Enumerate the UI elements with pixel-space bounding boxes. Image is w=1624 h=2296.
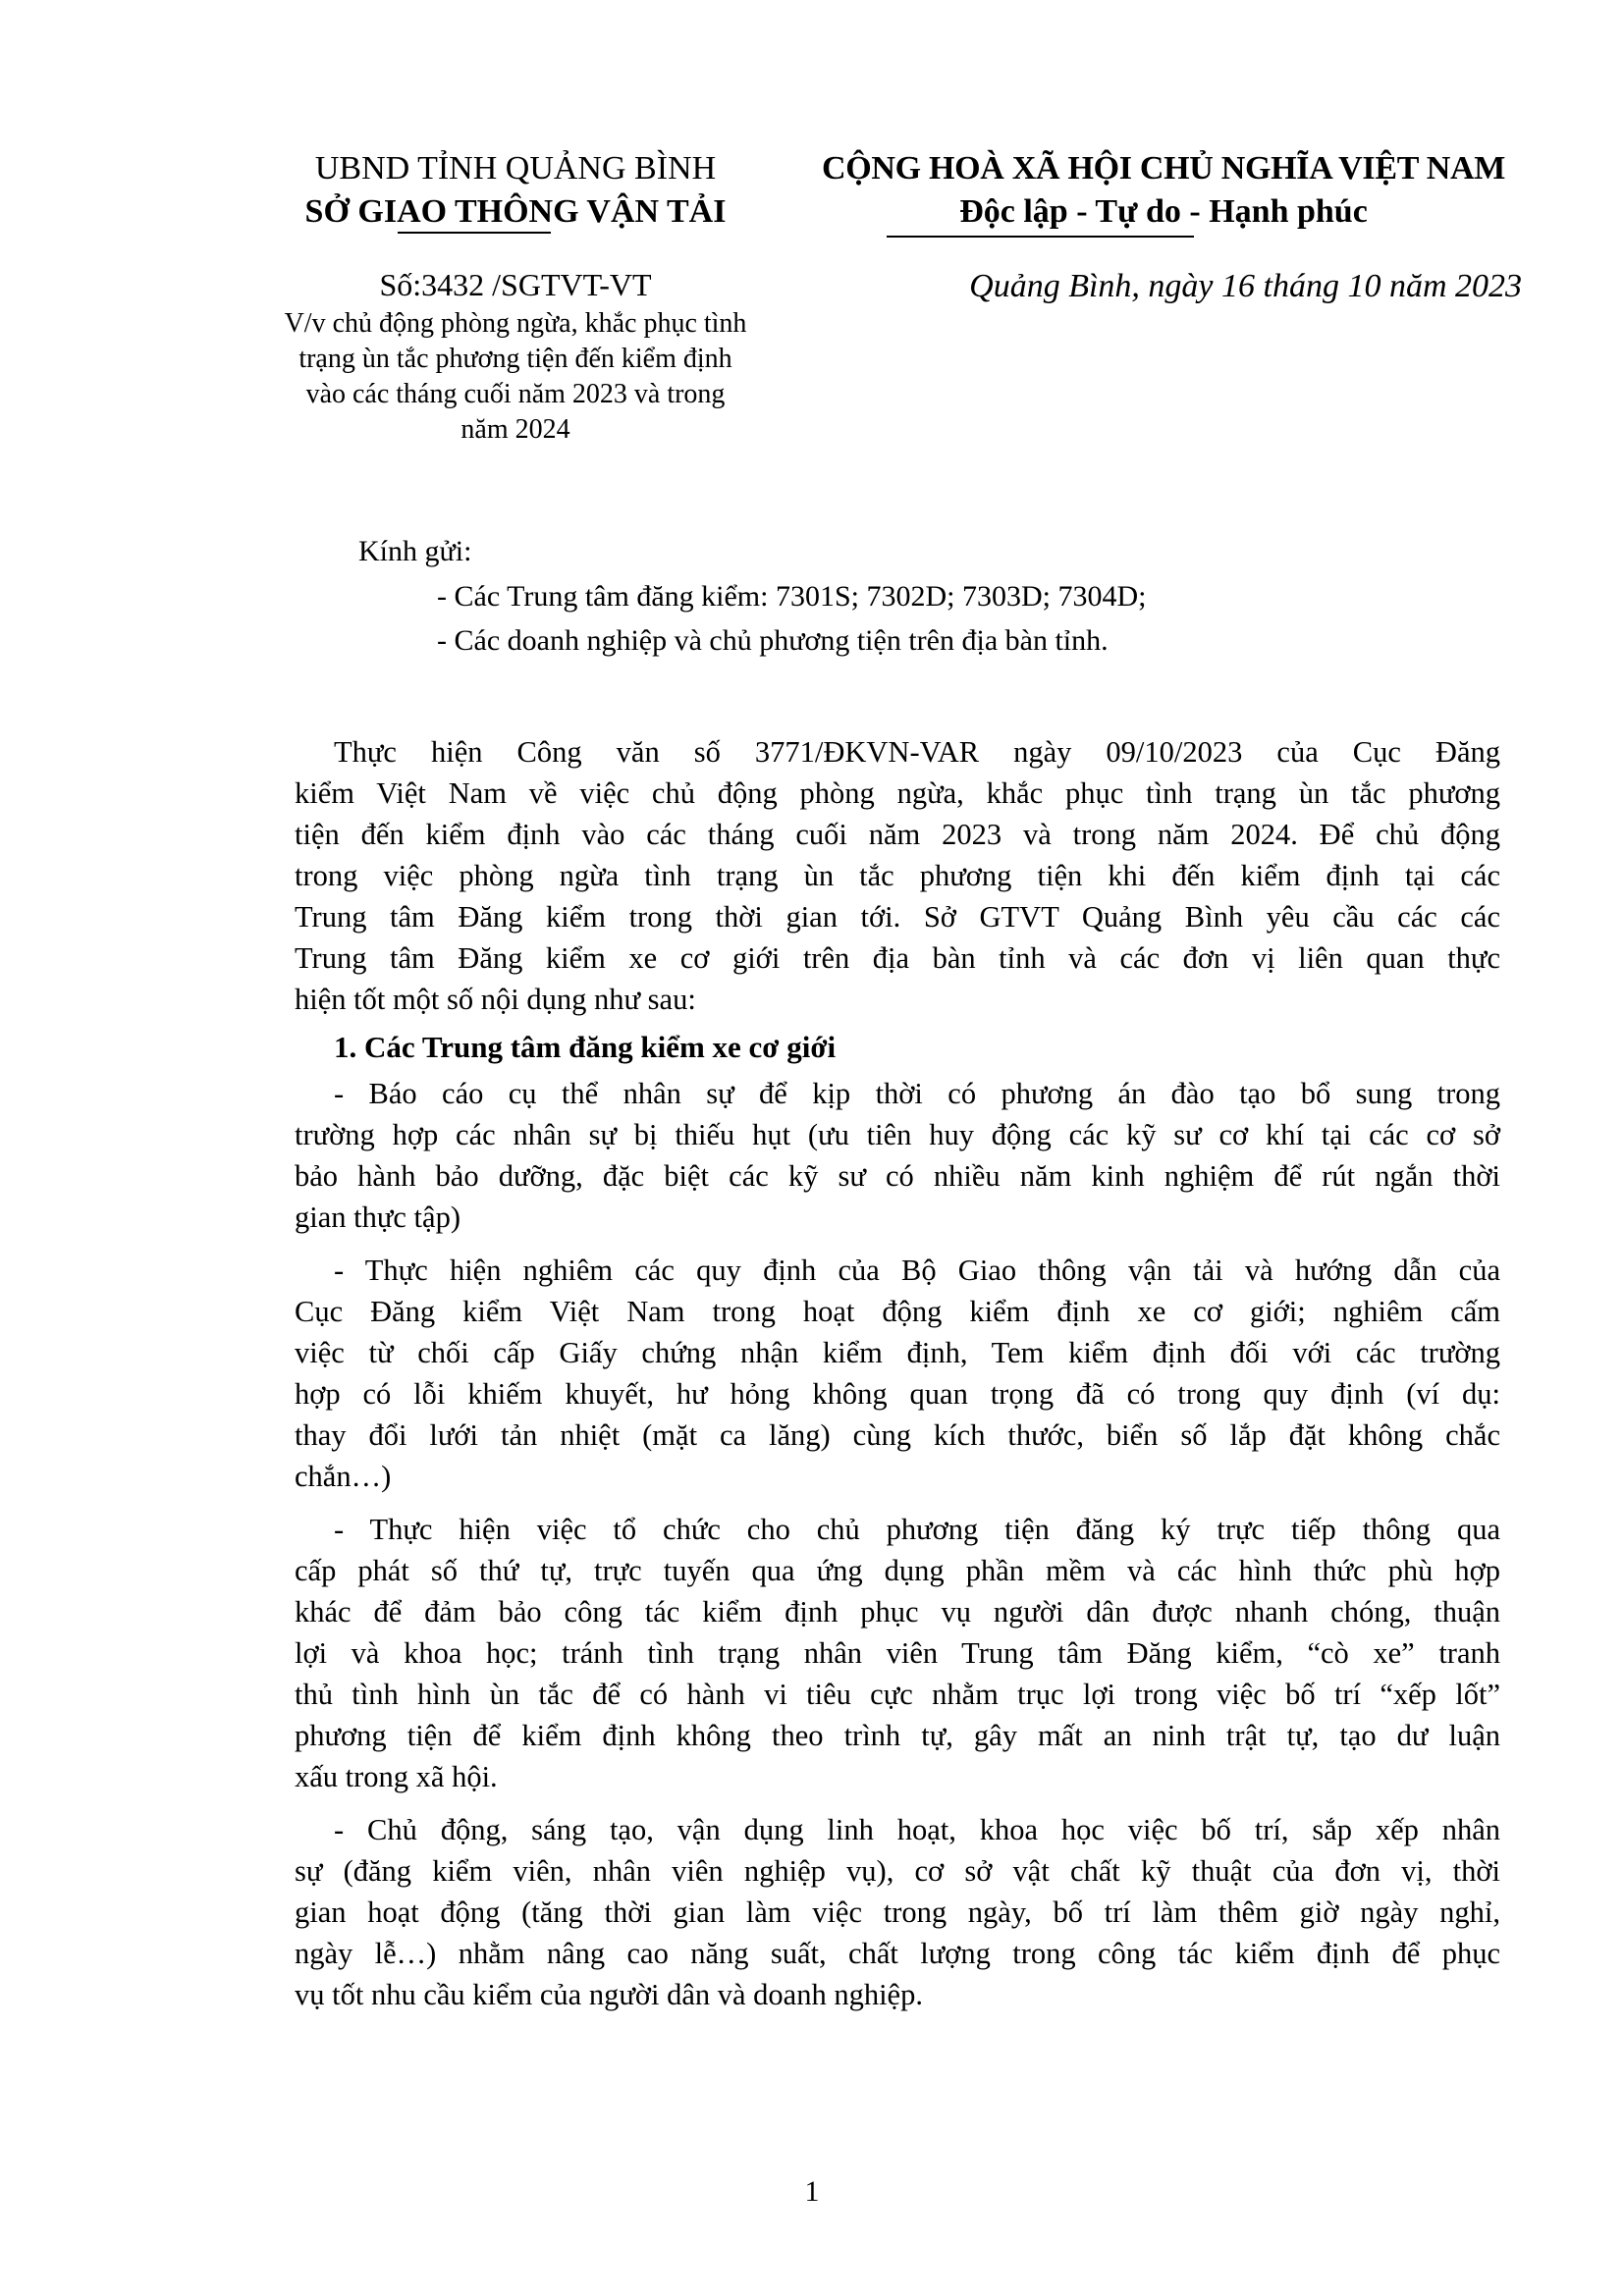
recipients-label: Kính gửi: <box>358 535 472 567</box>
text-line: chắn…) <box>295 1460 392 1493</box>
recipients-list <box>437 574 1147 663</box>
text-line: thủ tình hình ùn tắc để có hành vi tiêu cực nhằm trục lợi trong việc bố trí “xếp lốt” <box>295 1678 1500 1711</box>
text-line: tiện đến kiểm định vào các tháng cuối năm 2023 và trong năm 2024. Để chủ động <box>295 818 1500 851</box>
parent-agency: UBND TỈNH QUẢNG BÌNH <box>314 150 717 187</box>
intro-paragraph <box>295 731 1500 1020</box>
subject-line: trạng ùn tắc phương tiện đến kiểm định <box>298 344 732 374</box>
text-line: trường hợp các nhân sự bị thiếu hụt (ưu tiên huy động các kỹ sư cơ khí tại các cơ sở <box>295 1118 1500 1151</box>
text-line: cấp phát số thứ tự, trực tuyến qua ứng dụng phần mềm và các hình thức phù hợp <box>295 1554 1500 1587</box>
text-line: - Thực hiện nghiêm các quy định của Bộ Giao thông vận tải và hướng dẫn của <box>334 1254 1500 1287</box>
text-line: - Chủ động, sáng tạo, vận dụng linh hoạt, khoa học việc bố trí, sắp xếp nhân <box>334 1813 1500 1846</box>
paragraph-spacer <box>295 1238 1500 1250</box>
text-line: - Báo cáo cụ thể nhân sự để kịp thời có phương án đào tạo bổ sung trong <box>334 1077 1500 1110</box>
text-line: Cục Đăng kiểm Việt Nam trong hoạt động kiểm định xe cơ giới; nghiêm cấm <box>295 1295 1500 1328</box>
paragraph-spacer <box>295 1797 1500 1809</box>
text-line: ngày lễ…) nhằm nâng cao năng suất, chất lượng trong công tác kiểm định để phục <box>295 1937 1500 1970</box>
text-line: khác để đảm bảo công tác kiểm định phục vụ người dân được nhanh chóng, thuận <box>295 1595 1500 1629</box>
national-title-block <box>776 147 1551 234</box>
document-subject <box>260 306 771 448</box>
text-line: thay đổi lưới tản nhiệt (mặt ca lăng) cùng kích thước, biển số lắp đặt không chắc <box>295 1418 1500 1452</box>
motto-underline-divider <box>887 236 1194 238</box>
page-number: 1 <box>804 2175 820 2208</box>
text-line: gian hoạt động (tăng thời gian làm việc trong ngày, bố trí làm thêm giờ ngày nghỉ, <box>295 1896 1500 1929</box>
text-line: Trung tâm Đăng kiểm xe cơ giới trên địa bàn tỉnh và các đơn vị liên quan thực <box>295 941 1500 975</box>
text-line: xấu trong xã hội. <box>295 1760 498 1793</box>
text-line: kiểm Việt Nam về việc chủ động phòng ngừa, khắc phục tình trạng ùn tắc phương <box>295 776 1500 810</box>
text-line: gian thực tập) <box>295 1201 460 1234</box>
issuing-agency: SỞ GIAO THÔNG VẬN TẢI <box>304 193 727 230</box>
recipient-item: - Các Trung tâm đăng kiểm: 7301S; 7302D; 7303D; 7304D; <box>437 580 1147 613</box>
text-line: hiện tốt một số nội dụng như sau: <box>295 983 696 1016</box>
text-line: hợp có lỗi khiếm khuyết, hư hỏng không quan trọng đã có trong quy định (ví dụ: <box>295 1377 1500 1411</box>
paragraph-spacer <box>295 1497 1500 1509</box>
place-date-line: Quảng Bình, ngày 16 tháng 10 năm 2023 <box>969 268 1522 304</box>
document-body <box>295 731 1500 2015</box>
text-line: - Thực hiện việc tổ chức cho chủ phương tiện đăng ký trực tiếp thông qua <box>334 1513 1500 1546</box>
subject-line: năm 2024 <box>460 414 570 445</box>
recipient-item: - Các doanh nghiệp và chủ phương tiện trên địa bàn tỉnh. <box>437 624 1109 657</box>
text-line: bảo hành bảo dưỡng, đặc biệt các kỹ sư có nhiều năm kinh nghiệm để rút ngắn thời <box>295 1159 1500 1193</box>
list-item-paragraph <box>295 1509 1500 1797</box>
subject-line: vào các tháng cuối năm 2023 và trong <box>305 379 726 409</box>
list-item-paragraph <box>295 1073 1500 1238</box>
agency-underline-divider <box>398 232 551 234</box>
nation-title: CỘNG HOÀ XÃ HỘI CHỦ NGHĨA VIỆT NAM <box>822 150 1505 187</box>
list-item-paragraph <box>295 1250 1500 1497</box>
text-line: phương tiện để kiểm định không theo trình tự, gây mất an ninh trật tự, tạo dư luận <box>295 1719 1500 1752</box>
section-1-heading: 1. Các Trung tâm đăng kiểm xe cơ giới <box>334 1030 837 1064</box>
subject-line: V/v chủ động phòng ngừa, khắc phục tình <box>284 308 747 339</box>
document-number: Số:3432 /SGTVT-VT <box>379 267 652 302</box>
issuing-agency-block <box>260 147 771 234</box>
list-item-paragraph <box>295 1809 1500 2015</box>
text-line: Thực hiện Công văn số 3771/ĐKVN-VAR ngày 09/10/2023 của Cục Đăng <box>334 735 1500 769</box>
text-line: vụ tốt nhu cầu kiểm của người dân và doanh nghiệp. <box>295 1978 923 2011</box>
text-line: việc từ chối cấp Giấy chứng nhận kiểm định, Tem kiểm định đối với các trường <box>295 1336 1500 1369</box>
national-motto: Độc lập - Tự do - Hạnh phúc <box>959 193 1368 230</box>
text-line: trong việc phòng ngừa tình trạng ùn tắc phương tiện khi đến kiểm định tại các <box>295 859 1500 892</box>
text-line: Trung tâm Đăng kiểm trong thời gian tới. Sở GTVT Quảng Bình yêu cầu các các <box>295 900 1500 934</box>
text-line: lợi và khoa học; tránh tình trạng nhân viên Trung tâm Đăng kiểm, “cò xe” tranh <box>295 1636 1500 1670</box>
text-line: sự (đăng kiểm viên, nhân viên nghiệp vụ), cơ sở vật chất kỹ thuật của đơn vị, thời <box>295 1854 1500 1888</box>
